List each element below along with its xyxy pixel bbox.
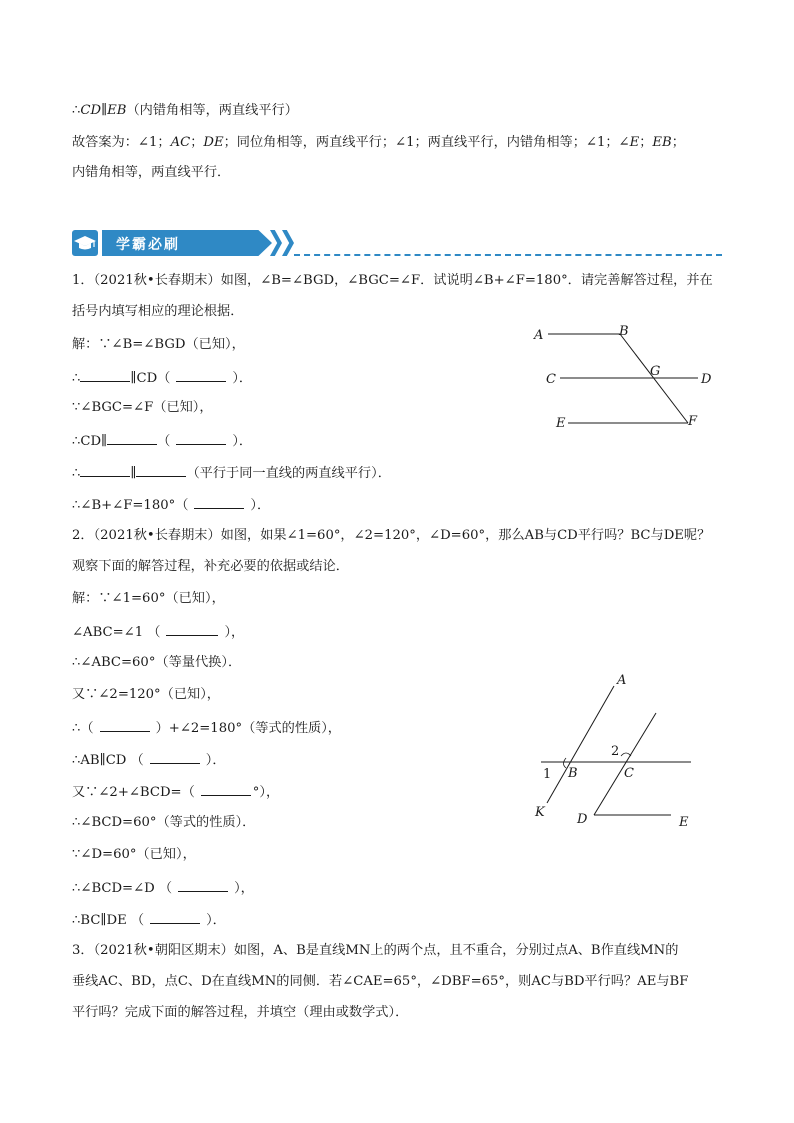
q1-step-6 <box>72 494 270 516</box>
step-text: ∴ <box>72 371 81 386</box>
q3-stem-line-2: 垂线AC、BD，点C、D在直线MN的同侧．若∠CAE=65°，∠DBF=65°，则AC与BD平行吗？AE与BF <box>72 974 689 989</box>
fill-blank[interactable] <box>150 909 200 924</box>
q1-step-3: ∵∠BGC=∠F（已知）， <box>72 400 213 415</box>
label-c: C <box>546 372 556 387</box>
q2-step-3: ∴∠ABC=60°（等量代换）． <box>72 655 242 670</box>
section-header <box>72 228 722 260</box>
label-f: F <box>688 414 698 429</box>
q1-stem-line-1: 1．（2021秋•长春期末）如图，∠B=∠BGD，∠BGC=∠F．试说明∠B+∠F=180°．请完善解答过程，并在 <box>72 273 713 288</box>
q2-step-7 <box>72 781 279 803</box>
answer-sep: ； <box>639 135 653 150</box>
step-text: ∴AB∥CD （ <box>72 753 144 768</box>
answer-eb: EB <box>652 135 672 150</box>
step-text: 又∵∠2+∠BCD=（ <box>72 785 195 800</box>
q1-figure <box>528 320 728 435</box>
step-text: ）， <box>224 625 245 640</box>
fill-blank[interactable] <box>176 430 226 445</box>
step-text: °）， <box>252 785 280 800</box>
q2-stem-line-2: 观察下面的解答过程，补充必要的依据或结论． <box>72 559 349 574</box>
step-text: （ <box>157 434 171 449</box>
section-icon-box <box>72 230 98 256</box>
step-text: ∥CD（ <box>130 371 171 386</box>
fill-blank[interactable] <box>80 462 130 477</box>
step-text: （平行于同一直线的两直线平行）． <box>186 466 391 481</box>
step-text: ）， <box>234 881 254 896</box>
answer-summary-line <box>72 133 685 153</box>
step-text: ∴∠BCD=∠D （ <box>72 881 173 896</box>
q3-stem-line-3: 平行吗？完成下面的解答过程，并填空（理由或数学式）． <box>72 1005 409 1020</box>
segment-cd: CD <box>80 103 102 118</box>
fill-blank[interactable] <box>107 430 157 445</box>
section-title: 学霸必刷 <box>116 237 180 253</box>
step-text: ∠ABC=∠1 （ <box>72 625 161 640</box>
therefore-symbol: ∴ <box>72 103 81 118</box>
fill-blank[interactable] <box>150 749 200 764</box>
answer-prefix: 故答案为：∠1； <box>72 135 171 150</box>
step-text: ∴（ <box>72 721 94 736</box>
q2-step-4: 又∵∠2=120°（已知）， <box>72 687 220 702</box>
answer-sep: ； <box>190 135 204 150</box>
q2-stem-line-1: 2．（2021秋•长春期末）如图，如果∠1=60°，∠2=120°，∠D=60°，那么AB与CD平行吗？BC与DE呢？ <box>72 528 711 543</box>
label-e: E <box>679 815 689 830</box>
line-ak <box>547 686 614 803</box>
label-g: G <box>650 364 661 379</box>
q1-step-2 <box>72 367 252 389</box>
q2-step-8: ∴∠BCD=60°（等式的性质）． <box>72 815 256 830</box>
label-k: K <box>535 805 545 820</box>
q1-stem-line-2: 括号内填写相应的理论根据． <box>72 304 244 319</box>
answer-e: E <box>629 135 640 150</box>
fill-blank[interactable] <box>176 367 226 382</box>
line-cd <box>594 713 656 815</box>
fill-blank[interactable] <box>80 367 130 382</box>
q2-step-5 <box>72 717 341 739</box>
fill-blank[interactable] <box>201 781 251 796</box>
step-text: ∴CD∥ <box>72 434 108 449</box>
q2-step-2 <box>72 621 244 643</box>
step-text: ∴ <box>72 466 81 481</box>
step-text: ∥ <box>130 466 137 481</box>
q2-figure <box>525 670 725 835</box>
fill-blank[interactable] <box>178 877 228 892</box>
label-a: A <box>617 673 627 688</box>
answer-middle: ；同位角相等，两直线平行；∠1；两直线平行，内错角相等；∠1；∠ <box>223 135 630 150</box>
parallel-symbol: ∥ <box>101 103 108 118</box>
q1-step-1: 解：∵∠B=∠BGD（已知）， <box>72 337 245 352</box>
step-text: ∴BC∥DE （ <box>72 913 145 928</box>
reason-text: （内错角相等，两直线平行） <box>126 103 298 118</box>
chevron-right-icon <box>282 230 294 256</box>
answer-summary-line-2: 内错角相等，两直线平行． <box>72 165 231 180</box>
fill-blank[interactable] <box>194 494 244 509</box>
segment-eb: EB <box>107 103 127 118</box>
label-d: D <box>701 372 712 387</box>
section-divider <box>294 254 722 256</box>
step-text: ）． <box>205 753 226 768</box>
label-2: 2 <box>611 744 620 759</box>
answer-end: ； <box>671 135 685 150</box>
step-text: ∴∠B+∠F=180°（ <box>72 498 189 513</box>
step-text: ）． <box>232 434 253 449</box>
fill-blank[interactable] <box>100 717 150 732</box>
fill-blank[interactable] <box>166 621 218 636</box>
label-e: E <box>556 416 566 431</box>
graduation-cap-icon <box>72 230 98 256</box>
label-c: C <box>624 766 634 781</box>
q2-step-9: ∵∠D=60°（已知）， <box>72 847 196 862</box>
answer-ac: AC <box>170 135 191 150</box>
q3-stem-line-1: 3．（2021秋•朝阳区期末）如图，A、B是直线MN上的两个点，且不重合，分别过点A、B作直线MN的 <box>72 943 679 958</box>
label-a: A <box>534 328 544 343</box>
step-text: ）． <box>250 498 271 513</box>
label-b: B <box>619 324 629 339</box>
label-d: D <box>577 812 588 827</box>
answer-de: DE <box>203 135 224 150</box>
q1-step-5 <box>72 462 391 484</box>
label-1: 1 <box>543 767 552 782</box>
angle-1-arc <box>564 758 567 768</box>
q2-step-10 <box>72 877 254 899</box>
step-text: ）+∠2=180°（等式的性质）， <box>155 721 341 736</box>
step-text: ）． <box>232 371 253 386</box>
q2-step-6 <box>72 749 226 771</box>
q2-step-11 <box>72 909 226 931</box>
step-text: ）． <box>206 913 226 928</box>
q2-step-1: 解：∵∠1=60°（已知）， <box>72 591 225 606</box>
prev-conclusion-line <box>72 101 298 121</box>
fill-blank[interactable] <box>136 462 186 477</box>
angle-2-arc <box>621 753 631 756</box>
q1-step-4 <box>72 430 252 452</box>
label-b: B <box>568 766 578 781</box>
